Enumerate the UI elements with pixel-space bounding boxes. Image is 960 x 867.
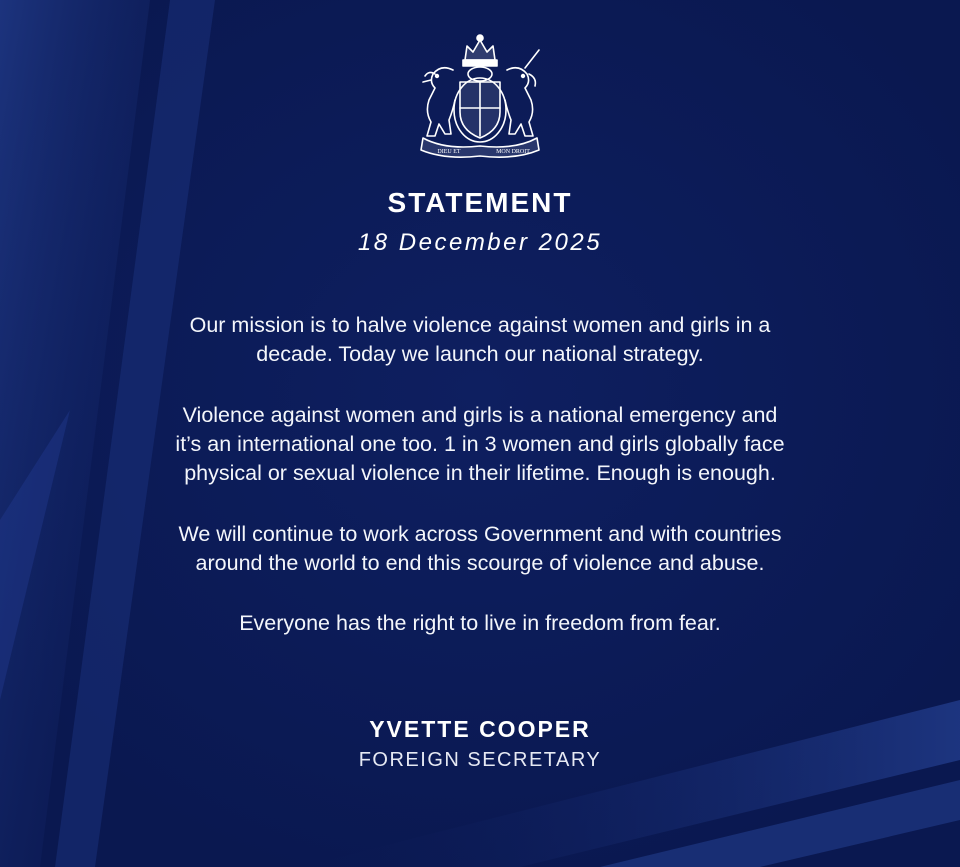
royal-coat-of-arms-icon xyxy=(405,30,555,160)
paragraph-line: Everyone has the right to live in freedom from fear. xyxy=(239,611,721,635)
signatory-name: YVETTE COOPER xyxy=(369,716,591,742)
paragraph-line: it’s an international one too. 1 in 3 women and girls globally face xyxy=(175,432,785,456)
statement-title: STATEMENT xyxy=(387,187,573,218)
signatory-role: FOREIGN SECRETARY xyxy=(358,749,602,771)
paragraph-line: We will continue to work across Government and with countries xyxy=(178,522,782,546)
statement-paragraph-1 xyxy=(100,311,860,369)
crest-motto-right: MON DROIT xyxy=(496,149,530,155)
paragraph-line: Violence against women and girls is a national emergency and xyxy=(182,403,778,427)
paragraph-line: around the world to end this scourge of violence and abuse. xyxy=(195,551,765,575)
statement-paragraph-4 xyxy=(100,609,860,638)
crest-motto-left: DIEU ET xyxy=(437,149,461,155)
paragraph-line: Our mission is to halve violence against women and girls in a xyxy=(189,313,771,337)
statement-date: 18 December 2025 xyxy=(357,229,603,256)
paragraph-line: physical or sexual violence in their lifetime. Enough is enough. xyxy=(184,461,776,485)
statement-paragraph-3 xyxy=(100,520,860,578)
statement-paragraph-2 xyxy=(100,401,860,488)
paragraph-line: decade. Today we launch our national strategy. xyxy=(256,342,704,366)
